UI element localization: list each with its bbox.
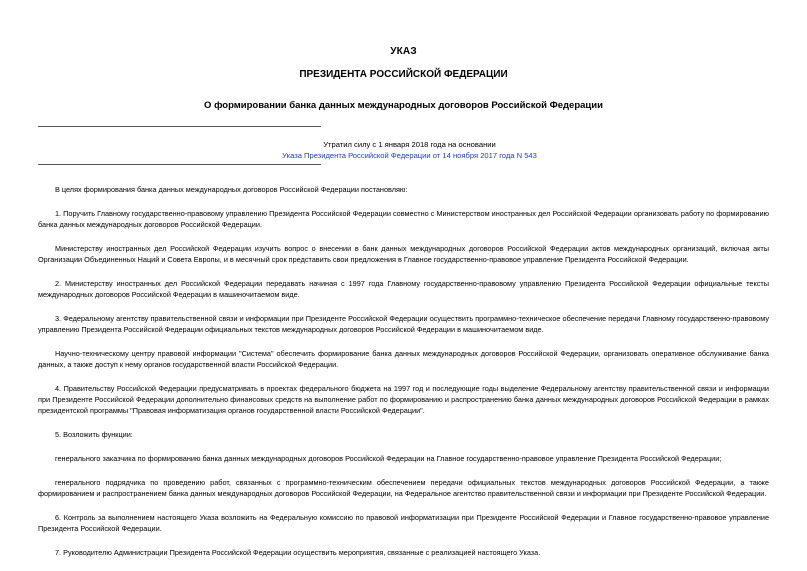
paragraph: В целях формирования банка данных международных договоров Российской Федерации постановляю: (55, 185, 408, 194)
paragraph: 1. Поручить Главному государственно-правовому управлению Президента Российской Федерации совместно с Министерством иностранных дел Российской Федерации организовать работу по формированию банка данных международных договоров Российской Федерации. (38, 209, 769, 229)
divider-bottom (38, 164, 321, 165)
paragraph: 2. Министерству иностранных дел Российской Федерации передавать начиная с 1997 года Главному государственно-правовому управлению Президента Российской Федерации официальные тексты международных договоров Российской Федерации в машиночитаемом виде. (38, 279, 769, 299)
paragraph: 4. Правительству Российской Федерации предусматривать в проектах федерального бюджета на 1997 год и последующие годы выделение Федеральному агентству правительственной связи и информации при Президенте Российской Федерации дополнительно финансовых средств на выполнение работ по формированию и распространению банка данных международных договоров Российской Федерации в рамках президентской программы "Правовая информатизация органов государственной власти Российской Федерации". (38, 384, 769, 415)
document-issuer-title: ПРЕЗИДЕНТА РОССИЙСКОЙ ФЕДЕРАЦИИ (299, 69, 508, 80)
document-subject-title: О формировании банка данных международных договоров Российской Федерации (204, 100, 603, 111)
paragraph: 6. Контроль за выполнением настоящего Указа возложить на Федеральную комиссию по правовой информатизации при Президенте Российской Федерации и Главное государственно-правовое управление Президента Российской Федерации. (38, 513, 769, 533)
repeal-decree-link[interactable]: Указа Президента Российской Федерации от 14 ноября 2017 года N 543 (282, 151, 537, 160)
status-note: Утратил силу с 1 января 2018 года на основании (323, 140, 496, 149)
paragraph: генерального заказчика по формированию банка данных международных договоров Российской Федерации на Главное государственно-правовое управление Президента Российской Федерации; (55, 454, 722, 463)
paragraph: Научно-техническому центру правовой информации "Система" обеспечить формирование банка данных международных договоров Российской Федерации, организовать оперативное обслуживание банка данных, а также доступ к нему органов государственной власти Российской Федерации. (38, 349, 769, 369)
paragraph: 7. Руководителю Администрации Президента Российской Федерации осуществить мероприятия, связанные с реализацией настоящего Указа. (55, 548, 541, 557)
paragraph: генерального подрядчика по проведению работ, связанных с программно-техническим обеспечением передачи официальных текстов международных договоров Российской Федерации, а также формированием и распространением банка данных международных договоров Российской Федерации, на Федеральное агентство правительственной связи и информации при Президенте Российской Федерации. (38, 478, 769, 498)
document-body (38, 184, 769, 571)
divider-top (38, 126, 321, 127)
paragraph: 3. Федеральному агентству правительственной связи и информации при Президенте Российской Федерации осуществить программно-техническое обеспечение передачи Главному государственно-правовому управлению Президента Российской Федерации официальных текстов международных договоров Российской Федерации в машиночитаемом виде. (38, 314, 769, 334)
document-type-title: УКАЗ (390, 46, 417, 57)
paragraph: Министерству иностранных дел Российской Федерации изучить вопрос о внесении в банк данных международных договоров Российской Федерации актов международных организаций, включая акты Организации Объединенных Наций и Совета Европы, и в месячный срок представить свои предложения в Главное государственно-правовое управление Президента Российской Федерации. (38, 244, 769, 264)
paragraph: 5. Возложить функции: (55, 430, 133, 439)
